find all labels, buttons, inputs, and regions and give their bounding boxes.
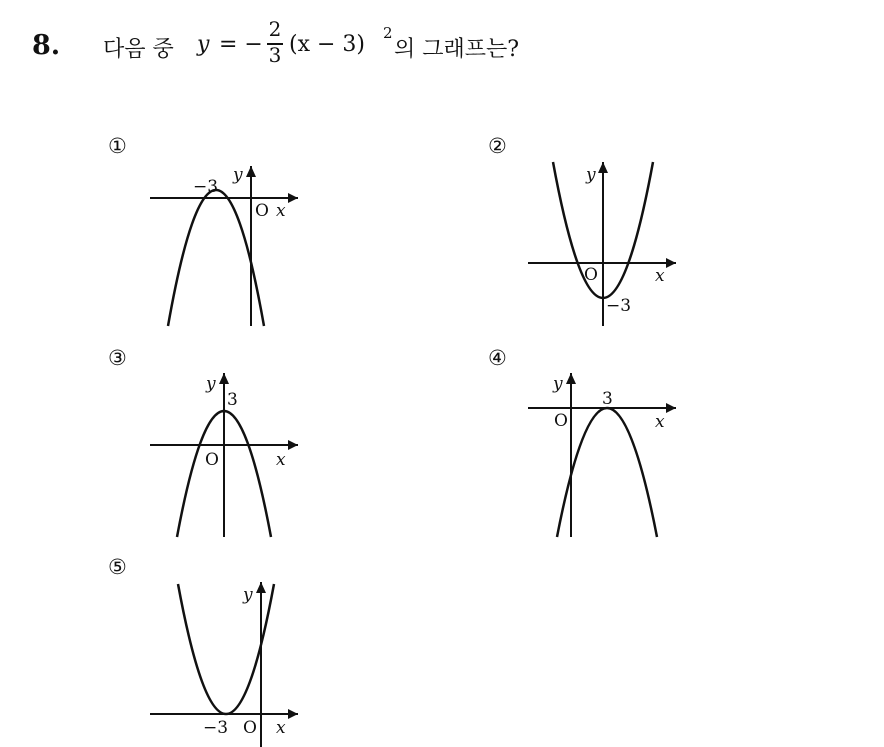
choice-5-x-label: x	[276, 718, 286, 738]
fraction-numerator: 2	[268, 17, 282, 41]
equation-equals: = −	[219, 32, 263, 57]
choice-2-label[interactable]: ②	[488, 134, 507, 158]
choice-3-x-label: x	[276, 450, 286, 470]
choice-1-origin: O	[255, 201, 269, 221]
question-line	[32, 17, 852, 80]
choice-4-y-arrow	[566, 373, 576, 384]
question-suffix: 의 그래프는?	[394, 37, 520, 62]
choice-1-annotation: −3	[193, 177, 219, 197]
fraction-denominator: 3	[268, 43, 282, 67]
choice-1-x-label: x	[276, 201, 286, 221]
choice-5-label[interactable]: ⑤	[108, 555, 127, 579]
choice-5-x-arrow	[288, 709, 298, 719]
equation-lhs: y	[197, 32, 210, 57]
choice-5-origin: O	[243, 718, 257, 738]
choice-5-y-label: y	[243, 585, 253, 605]
choice-1-curve	[168, 190, 264, 326]
choice-5-annotation: −3	[203, 718, 229, 738]
choice-2-x-label: x	[655, 266, 665, 286]
choice-4-x-label: x	[655, 412, 665, 432]
question-prefix: 다음 중	[103, 37, 174, 62]
choice-3-origin: O	[205, 450, 219, 470]
equation-expression: (x − 3)	[289, 32, 365, 57]
choice-1-x-arrow	[288, 193, 298, 203]
choice-2-y-arrow	[598, 162, 608, 173]
choice-4-origin: O	[554, 411, 568, 431]
choice-5-y-arrow	[256, 582, 266, 593]
choice-4-label[interactable]: ④	[488, 346, 507, 370]
choice-2-curve	[553, 162, 653, 298]
choice-2-annotation: −3	[606, 296, 632, 316]
question-number: 8.	[32, 30, 61, 61]
choice-4-y-label: y	[553, 374, 563, 394]
choice-5-curve	[178, 584, 274, 714]
choice-4-annotation: 3	[602, 389, 613, 409]
choice-3-x-arrow	[288, 440, 298, 450]
choice-4-curve	[557, 408, 657, 537]
choice-3-label[interactable]: ③	[108, 346, 127, 370]
choice-3-annotation: 3	[227, 390, 238, 410]
choice-4-x-arrow	[666, 403, 676, 413]
choice-1-y-label: y	[233, 165, 243, 185]
choice-3-curve	[177, 411, 271, 537]
choice-3-y-arrow	[219, 373, 229, 384]
choice-1-y-arrow	[246, 166, 256, 177]
choice-2-x-arrow	[666, 258, 676, 268]
equation-exponent: 2	[383, 24, 393, 42]
choice-2-origin: O	[584, 265, 598, 285]
choice-1-label[interactable]: ①	[108, 134, 127, 158]
choice-3-y-label: y	[206, 374, 216, 394]
choice-2-y-label: y	[586, 165, 596, 185]
